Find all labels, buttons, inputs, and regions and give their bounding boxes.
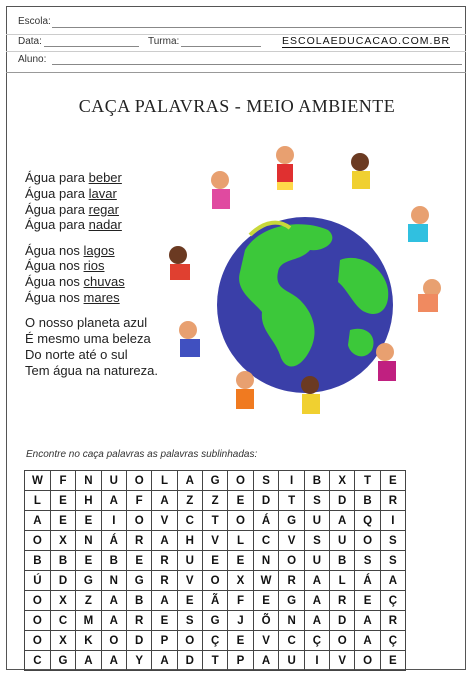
grid-cell[interactable]: Y — [127, 651, 152, 671]
grid-cell[interactable]: B — [25, 551, 51, 571]
grid-cell[interactable]: F — [127, 491, 152, 511]
grid-cell[interactable]: A — [101, 611, 126, 631]
grid-cell[interactable]: E — [76, 551, 102, 571]
grid-cell[interactable]: V — [279, 531, 304, 551]
grid-cell[interactable]: O — [127, 511, 152, 531]
grid-cell[interactable]: G — [127, 571, 152, 591]
grid-cell[interactable]: U — [304, 511, 329, 531]
grid-cell[interactable]: R — [330, 591, 355, 611]
grid-cell[interactable]: D — [177, 651, 202, 671]
grid-row — [25, 631, 406, 651]
grid-cell[interactable]: V — [152, 511, 177, 531]
data-label: Data: — [18, 36, 42, 47]
grid-cell[interactable]: J — [228, 611, 253, 631]
grid-cell[interactable]: W — [25, 471, 51, 491]
grid-cell[interactable]: O — [25, 531, 51, 551]
grid-cell[interactable]: O — [25, 591, 51, 611]
grid-cell[interactable]: T — [202, 511, 227, 531]
poem-line: Água nos rios — [25, 258, 105, 274]
grid-cell[interactable]: Ç — [304, 631, 329, 651]
poem-line: Água nos mares — [25, 290, 120, 306]
grid-cell[interactable]: G — [202, 611, 227, 631]
grid-cell[interactable]: Á — [355, 571, 380, 591]
grid-cell[interactable]: H — [177, 531, 202, 551]
target-word: regar — [88, 201, 119, 217]
grid-cell[interactable]: B — [304, 471, 329, 491]
poem-line: Água para nadar — [25, 217, 122, 233]
grid-cell[interactable]: O — [25, 631, 51, 651]
grid-cell[interactable]: O — [25, 611, 51, 631]
grid-cell[interactable]: E — [380, 471, 405, 491]
grid-cell[interactable]: A — [330, 511, 355, 531]
header-divider-2 — [6, 51, 466, 52]
poem-line: Água para lavar — [25, 185, 117, 201]
child-figure — [236, 371, 254, 409]
grid-cell[interactable]: L — [152, 471, 177, 491]
grid-cell[interactable]: O — [355, 651, 380, 671]
grid-cell[interactable]: R — [380, 491, 405, 511]
grid-cell[interactable]: D — [253, 491, 279, 511]
grid-cell[interactable]: G — [202, 471, 227, 491]
grid-cell[interactable]: D — [50, 571, 75, 591]
grid-cell[interactable]: K — [76, 631, 102, 651]
grid-cell[interactable]: T — [279, 491, 304, 511]
grid-cell[interactable]: Z — [202, 491, 227, 511]
grid-cell[interactable]: U — [101, 471, 126, 491]
grid-cell[interactable]: A — [101, 651, 126, 671]
grid-cell[interactable]: E — [50, 511, 75, 531]
grid-cell[interactable]: A — [76, 651, 102, 671]
grid-cell[interactable]: U — [330, 531, 355, 551]
grid-cell[interactable]: H — [76, 491, 102, 511]
grid-cell[interactable]: B — [355, 491, 380, 511]
grid-cell[interactable]: A — [380, 571, 405, 591]
grid-cell[interactable]: A — [152, 531, 177, 551]
grid-cell[interactable]: W — [253, 571, 279, 591]
grid-cell[interactable]: A — [152, 591, 177, 611]
grid-cell[interactable]: S — [304, 491, 329, 511]
page-title: CAÇA PALAVRAS - MEIO AMBIENTE — [78, 96, 396, 116]
stanza-1 — [25, 170, 158, 233]
grid-cell[interactable]: Á — [101, 531, 126, 551]
poem — [25, 170, 158, 388]
poem-line: O nosso planeta azul — [25, 315, 148, 331]
grid-cell[interactable]: F — [228, 591, 253, 611]
aluno-label: Aluno: — [18, 54, 47, 65]
grid-cell[interactable]: O — [101, 631, 126, 651]
target-word: lavar — [88, 185, 117, 201]
grid-cell[interactable]: S — [177, 611, 202, 631]
grid-cell[interactable]: E — [253, 591, 279, 611]
aluno-field[interactable] — [52, 64, 462, 65]
grid-cell[interactable]: Z — [76, 591, 102, 611]
grid-cell[interactable]: S — [380, 551, 405, 571]
grid-cell[interactable]: E — [228, 551, 253, 571]
grid-cell[interactable]: N — [76, 531, 102, 551]
grid-row — [25, 551, 406, 571]
grid-cell[interactable]: E — [50, 491, 75, 511]
grid-cell[interactable]: I — [101, 511, 126, 531]
grid-cell[interactable]: Ç — [380, 631, 405, 651]
grid-cell[interactable]: R — [279, 571, 304, 591]
grid-cell[interactable]: P — [228, 651, 253, 671]
poem-line: Tem água na natureza. — [25, 362, 158, 378]
grid-cell[interactable]: L — [330, 571, 355, 591]
poem-line: Água nos lagos — [25, 242, 115, 258]
grid-cell[interactable]: I — [279, 471, 304, 491]
grid-cell[interactable]: C — [177, 511, 202, 531]
grid-cell[interactable]: O — [228, 471, 253, 491]
grid-row — [25, 651, 406, 671]
grid-cell[interactable]: B — [101, 551, 126, 571]
grid-cell[interactable]: P — [152, 631, 177, 651]
grid-cell[interactable]: U — [304, 551, 329, 571]
poem-line: É mesmo uma beleza — [25, 331, 151, 347]
grid-cell[interactable]: O — [127, 471, 152, 491]
grid-cell[interactable]: E — [127, 551, 152, 571]
grid-cell[interactable]: V — [330, 651, 355, 671]
target-word: lagos — [83, 242, 115, 258]
grid-row — [25, 491, 406, 511]
grid-cell[interactable]: B — [50, 551, 75, 571]
grid-row — [25, 611, 406, 631]
grid-cell[interactable]: Ú — [25, 571, 51, 591]
grid-cell[interactable]: A — [304, 611, 329, 631]
grid-cell[interactable]: O — [177, 631, 202, 651]
target-word: mares — [83, 290, 120, 306]
target-word: beber — [88, 170, 122, 185]
child-figure — [276, 146, 294, 190]
grid-cell[interactable]: R — [152, 571, 177, 591]
grid-cell[interactable]: X — [50, 631, 75, 651]
grid-cell[interactable]: O — [355, 531, 380, 551]
grid-cell[interactable]: E — [76, 511, 102, 531]
grid-cell[interactable]: E — [228, 491, 253, 511]
grid-cell[interactable]: V — [253, 631, 279, 651]
stanza-3 — [25, 315, 158, 378]
grid-cell[interactable]: F — [50, 471, 75, 491]
header-bottom-line — [6, 72, 466, 73]
grid-cell[interactable]: R — [127, 531, 152, 551]
grid-cell[interactable]: M — [76, 611, 102, 631]
grid-row — [25, 471, 406, 491]
grid-cell[interactable]: E — [228, 631, 253, 651]
grid-cell[interactable]: O — [228, 511, 253, 531]
grid-cell[interactable]: C — [279, 631, 304, 651]
grid-cell[interactable]: C — [50, 611, 75, 631]
grid-cell[interactable]: V — [177, 571, 202, 591]
grid-cell[interactable]: G — [50, 651, 75, 671]
grid-cell[interactable]: A — [355, 611, 380, 631]
grid-cell[interactable]: E — [380, 651, 405, 671]
grid-cell[interactable]: E — [355, 591, 380, 611]
poem-line: Do norte até o sul — [25, 346, 128, 362]
turma-label: Turma: — [148, 36, 180, 47]
grid-cell[interactable]: R — [152, 551, 177, 571]
grid-cell[interactable]: A — [304, 591, 329, 611]
child-figure — [351, 153, 370, 189]
grid-cell[interactable]: D — [330, 491, 355, 511]
grid-cell[interactable]: A — [101, 591, 126, 611]
grid-cell[interactable]: A — [25, 511, 51, 531]
stanza-2 — [25, 243, 158, 306]
grid-cell[interactable]: S — [355, 551, 380, 571]
poem-line: Água para beber — [25, 170, 122, 185]
escola-field[interactable] — [52, 27, 462, 28]
grid-cell[interactable]: D — [127, 631, 152, 651]
grid-cell[interactable]: O — [330, 631, 355, 651]
turma-field[interactable] — [181, 46, 261, 47]
grid-cell[interactable]: G — [279, 511, 304, 531]
instruction-text: Encontre no caça palavras as palavras sublinhadas: — [26, 449, 258, 460]
grid-cell[interactable]: S — [253, 471, 279, 491]
target-word: nadar — [88, 217, 122, 233]
grid-row — [25, 511, 406, 531]
poem-line: Água nos chuvas — [25, 274, 125, 290]
grid-cell[interactable]: C — [253, 531, 279, 551]
grid-cell[interactable]: X — [228, 571, 253, 591]
grid-cell[interactable]: N — [279, 611, 304, 631]
grid-cell[interactable]: U — [177, 551, 202, 571]
grid-cell[interactable]: A — [152, 651, 177, 671]
site-name: ESCOLAEDUCACAO.COM.BR — [282, 35, 451, 47]
grid-cell[interactable]: X — [330, 471, 355, 491]
grid-cell[interactable]: E — [152, 611, 177, 631]
grid-cell[interactable]: V — [202, 531, 227, 551]
grid-cell[interactable]: A — [101, 491, 126, 511]
grid-cell[interactable]: B — [330, 551, 355, 571]
child-figure — [179, 321, 200, 357]
grid-cell[interactable]: Z — [177, 491, 202, 511]
grid-cell[interactable]: X — [50, 591, 75, 611]
grid-cell[interactable]: R — [380, 611, 405, 631]
grid-cell[interactable]: N — [101, 571, 126, 591]
escola-label: Escola: — [18, 16, 51, 27]
grid-cell[interactable]: A — [355, 631, 380, 651]
grid-cell[interactable]: G — [279, 591, 304, 611]
grid-cell[interactable]: L — [228, 531, 253, 551]
word-search-grid — [24, 470, 406, 671]
grid-cell[interactable]: O — [202, 571, 227, 591]
grid-cell[interactable]: Á — [253, 511, 279, 531]
grid-cell[interactable]: A — [152, 491, 177, 511]
grid-cell[interactable]: U — [279, 651, 304, 671]
child-figure — [211, 171, 230, 209]
grid-row — [25, 531, 406, 551]
grid-cell[interactable]: I — [380, 511, 405, 531]
grid-cell[interactable]: E — [177, 591, 202, 611]
grid-cell[interactable]: X — [50, 531, 75, 551]
grid-row — [25, 571, 406, 591]
grid-cell[interactable]: Ç — [380, 591, 405, 611]
grid-cell[interactable]: C — [25, 651, 51, 671]
grid-row — [25, 591, 406, 611]
target-word: chuvas — [83, 274, 125, 290]
grid-cell[interactable]: A — [253, 651, 279, 671]
child-figure — [301, 376, 320, 414]
grid-cell[interactable]: Q — [355, 511, 380, 531]
child-figure — [418, 279, 441, 312]
child-figure — [408, 206, 429, 242]
data-field[interactable] — [44, 46, 139, 47]
grid-cell[interactable]: N — [253, 551, 279, 571]
grid-cell[interactable]: R — [127, 611, 152, 631]
grid-cell[interactable]: E — [202, 551, 227, 571]
grid-cell[interactable]: L — [25, 491, 51, 511]
grid-cell[interactable]: D — [330, 611, 355, 631]
grid-cell[interactable]: B — [127, 591, 152, 611]
grid-cell[interactable]: T — [202, 651, 227, 671]
grid-cell[interactable]: I — [304, 651, 329, 671]
grid-cell[interactable]: A — [304, 571, 329, 591]
child-figure — [169, 246, 190, 280]
globe-icon — [217, 217, 393, 393]
target-word: rios — [83, 258, 105, 274]
grid-cell[interactable]: Ç — [202, 631, 227, 651]
grid-cell[interactable]: S — [380, 531, 405, 551]
child-figure — [376, 343, 396, 381]
grid-cell[interactable]: S — [304, 531, 329, 551]
globe-children-illustration — [150, 140, 460, 430]
grid-cell[interactable]: O — [279, 551, 304, 571]
grid-cell[interactable]: A — [177, 471, 202, 491]
grid-cell[interactable]: Õ — [253, 611, 279, 631]
grid-cell[interactable]: Ã — [202, 591, 227, 611]
poem-line: Água para regar — [25, 201, 119, 217]
grid-cell[interactable]: G — [76, 571, 102, 591]
grid-cell[interactable]: T — [355, 471, 380, 491]
grid-cell[interactable]: N — [76, 471, 102, 491]
